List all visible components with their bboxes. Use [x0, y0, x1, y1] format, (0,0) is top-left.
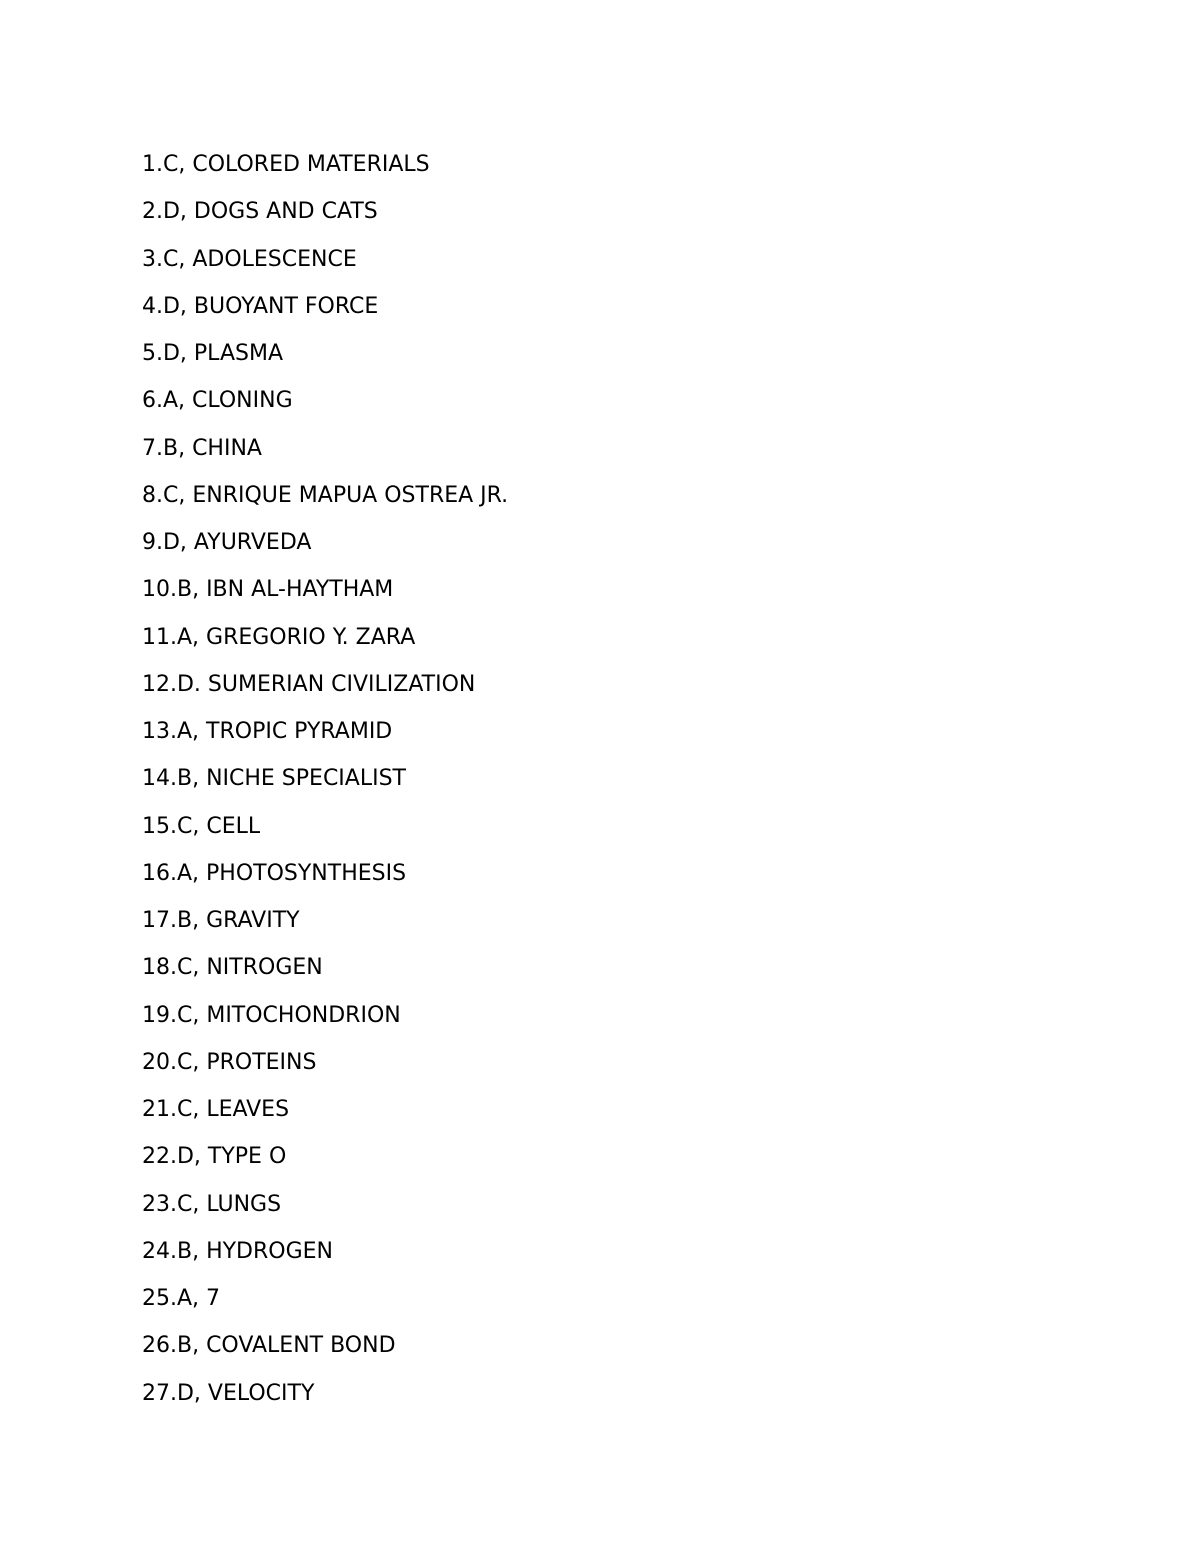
answer-line: 24.B, HYDROGEN	[142, 1238, 333, 1264]
answer-line: 21.C, LEAVES	[142, 1097, 290, 1122]
answer-line: 19.C, MITOCHONDRION	[142, 1002, 401, 1028]
answer-line: 3.C, ADOLESCENCE	[142, 246, 357, 272]
answer-line: 27.D, VELOCITY	[142, 1380, 315, 1406]
answer-line: 2.D, DOGS AND CATS	[142, 199, 378, 225]
answer-line: 5.D, PLASMA	[142, 341, 283, 366]
answer-line: 12.D. SUMERIAN CIVILIZATION	[142, 671, 476, 697]
answer-line: 16.A, PHOTOSYNTHESIS	[142, 860, 407, 886]
answer-line: 9.D, AYURVEDA	[142, 530, 312, 555]
answer-line: 25.A, 7	[142, 1286, 221, 1311]
answer-line: 22.D, TYPE O	[142, 1144, 287, 1170]
answer-line: 1.C, COLORED MATERIALS	[142, 152, 430, 177]
answer-line: 11.A, GREGORIO Y. ZARA	[142, 624, 416, 650]
answer-line: 15.C, CELL	[142, 813, 261, 839]
answer-line: 8.C, ENRIQUE MAPUA OSTREA JR.	[142, 482, 509, 508]
answer-line: 14.B, NICHE SPECIALIST	[142, 766, 406, 792]
answer-line: 20.C, PROTEINS	[142, 1049, 317, 1075]
answer-line: 10.B, IBN AL-HAYTHAM	[142, 577, 394, 603]
answer-line: 13.A, TROPIC PYRAMID	[142, 719, 393, 744]
answer-list	[142, 141, 508, 1417]
answer-line: 7.B, CHINA	[142, 435, 262, 461]
answer-line: 26.B, COVALENT BOND	[142, 1333, 396, 1359]
answer-line: 6.A, CLONING	[142, 388, 293, 414]
answer-line: 18.C, NITROGEN	[142, 955, 323, 981]
answer-line: 17.B, GRAVITY	[142, 908, 300, 933]
answer-line: 23.C, LUNGS	[142, 1191, 282, 1217]
answer-line: 4.D, BUOYANT FORCE	[142, 293, 379, 319]
